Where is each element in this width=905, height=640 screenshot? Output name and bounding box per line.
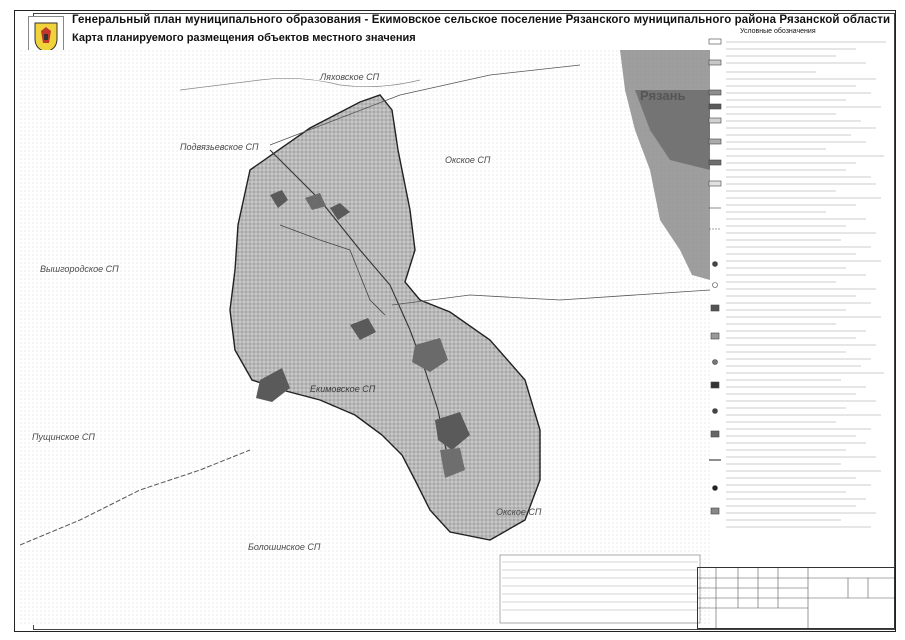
place-vysokovskoe: Вышгородское СП xyxy=(40,264,119,274)
legend-title: Условные обозначения xyxy=(740,28,816,35)
place-okskoe-top: Окское СП xyxy=(445,155,491,165)
legend-list xyxy=(706,38,892,563)
place-ekimovskoe: Екимовское СП xyxy=(310,384,376,394)
city-label: Рязань xyxy=(640,88,686,103)
place-lyadovskoe: Ляховское СП xyxy=(320,72,380,82)
map-title: Карта планируемого размещения объектов местного значения xyxy=(72,32,416,44)
place-bolyshinskoe: Болошинское СП xyxy=(248,542,321,552)
place-okskoe-bottom: Окское СП xyxy=(496,507,542,517)
map-canvas xyxy=(20,50,710,625)
summary-table xyxy=(500,555,700,623)
page-title: Генеральный план муниципального образования - Екимовское сельское поселение Рязанского муниципального района Рязанской области xyxy=(72,14,891,26)
title-block xyxy=(697,567,895,629)
place-pushchinskoe: Пущинское СП xyxy=(32,432,95,442)
place-podvyazyevskoe: Подвязьевское СП xyxy=(180,142,259,152)
